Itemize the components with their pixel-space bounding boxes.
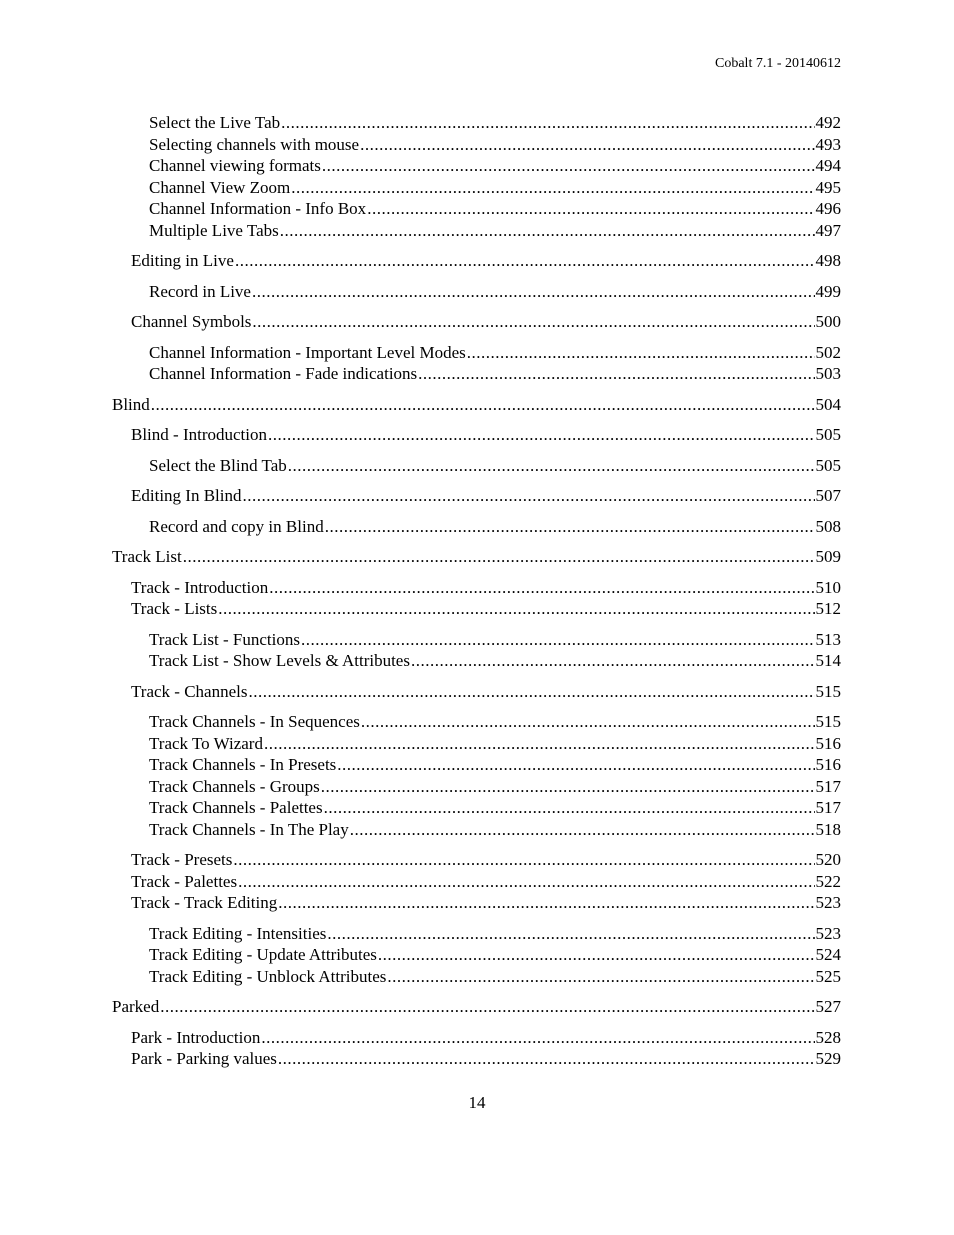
dot-leader <box>218 598 814 620</box>
toc-entry[interactable] <box>112 966 841 988</box>
toc-entry-title: Blind <box>112 394 150 414</box>
toc-entry[interactable] <box>112 1027 841 1049</box>
dot-leader <box>467 342 815 364</box>
toc-entry[interactable] <box>112 892 841 914</box>
toc-entry-page: 515 <box>815 712 841 731</box>
dot-leader <box>264 733 815 755</box>
toc-entry-page: 497 <box>815 220 841 240</box>
dot-leader <box>238 871 814 893</box>
toc-entry[interactable] <box>112 342 841 364</box>
toc-entry-title: Track Channels - Palettes <box>149 798 323 817</box>
toc-entry-page: 495 <box>815 177 841 197</box>
toc-entry[interactable] <box>112 733 841 755</box>
dot-leader <box>281 112 814 134</box>
toc-entry[interactable] <box>112 394 841 416</box>
toc-entry-title: Parked <box>112 997 160 1016</box>
toc-entry[interactable] <box>112 577 841 599</box>
toc-entry[interactable] <box>112 1048 841 1070</box>
toc-entry-title: Track Channels - Groups <box>149 776 320 796</box>
toc-entry[interactable] <box>112 944 841 966</box>
toc-entry-page: 528 <box>815 1027 841 1047</box>
toc-entry[interactable] <box>112 311 841 333</box>
dot-leader <box>269 577 814 599</box>
toc-entry-page: 523 <box>815 893 841 912</box>
dot-leader <box>160 996 814 1018</box>
toc-entry-page: 516 <box>815 755 841 774</box>
toc-entry[interactable] <box>112 598 841 620</box>
dot-leader <box>367 198 814 220</box>
running-header: Cobalt 7.1 - 20140612 <box>715 56 841 71</box>
toc-entry[interactable] <box>112 996 841 1018</box>
toc-entry-page: 525 <box>815 966 841 986</box>
toc-entry-title: Track Editing - Update Attributes <box>149 945 377 964</box>
dot-leader <box>360 134 814 156</box>
toc-entry[interactable] <box>112 198 841 220</box>
toc-entry-title: Selecting channels with mouse <box>149 134 360 154</box>
toc-entry-page: 512 <box>815 599 841 618</box>
toc-entry-title: Track - Lists <box>131 599 218 618</box>
dot-leader <box>337 754 814 776</box>
dot-leader <box>291 177 814 199</box>
toc-entry[interactable] <box>112 849 841 871</box>
toc-entry-title: Channel Information - Fade indications <box>149 364 418 383</box>
toc-entry[interactable] <box>112 177 841 199</box>
dot-leader <box>280 220 815 242</box>
toc-entry[interactable] <box>112 711 841 733</box>
toc-entry-page: 518 <box>815 819 841 839</box>
page-number: 14 <box>468 1093 486 1112</box>
toc-entry-page: 500 <box>815 312 841 331</box>
toc-entry-title: Editing in Live <box>131 251 234 270</box>
toc-entry-title: Track - Introduction <box>131 577 269 597</box>
toc-entry-title: Record and copy in Blind <box>149 516 324 536</box>
toc-entry-page: 505 <box>815 455 841 475</box>
dot-leader <box>278 1048 815 1070</box>
dot-leader <box>261 1027 814 1049</box>
dot-leader <box>288 455 815 477</box>
dot-leader <box>418 363 814 385</box>
toc-entry[interactable] <box>112 819 841 841</box>
toc-entry-page: 507 <box>815 486 841 505</box>
toc-entry[interactable] <box>112 516 841 538</box>
toc-entry-title: Track List - Functions <box>149 629 300 649</box>
toc-entry[interactable] <box>112 281 841 303</box>
toc-entry[interactable] <box>112 455 841 477</box>
dot-leader <box>411 650 815 672</box>
toc-entry[interactable] <box>112 871 841 893</box>
dot-leader <box>248 681 814 703</box>
dot-leader <box>278 892 814 914</box>
dot-leader <box>252 281 815 303</box>
toc-entry-title: Record in Live <box>149 281 251 301</box>
toc-entry-page: 493 <box>815 134 841 154</box>
toc-entry-page: 517 <box>815 776 841 796</box>
dot-leader <box>361 711 815 733</box>
toc-entry-title: Park - Parking values <box>131 1049 277 1068</box>
toc-entry-title: Track - Track Editing <box>131 893 278 912</box>
toc-entry-title: Blind - Introduction <box>131 425 267 444</box>
toc-entry-title: Editing In Blind <box>131 486 242 505</box>
toc-entry-page: 520 <box>815 850 841 869</box>
dot-leader <box>183 546 815 568</box>
toc-entry-title: Track - Palettes <box>131 871 238 891</box>
toc-entry-page: 529 <box>815 1049 841 1068</box>
toc-entry-page: 494 <box>815 156 841 175</box>
dot-leader <box>378 944 815 966</box>
toc-entry[interactable] <box>112 112 841 134</box>
dot-leader <box>325 516 815 538</box>
toc-entry-page: 496 <box>815 199 841 218</box>
toc-entry[interactable] <box>112 424 841 446</box>
toc-entry-page: 527 <box>815 997 841 1016</box>
toc-entry[interactable] <box>112 681 841 703</box>
dot-leader <box>233 849 814 871</box>
toc-entry[interactable] <box>112 776 841 798</box>
dot-leader <box>235 250 815 272</box>
dot-leader <box>322 155 815 177</box>
toc-entry-title: Track Channels - In Sequences <box>149 712 360 731</box>
dot-leader <box>327 923 814 945</box>
toc-entry-title: Track Channels - In The Play <box>149 819 349 839</box>
toc-entry-title: Track Editing - Intensities <box>149 923 327 943</box>
toc-entry-page: 503 <box>815 364 841 383</box>
toc-entry-title: Channel Information - Info Box <box>149 199 367 218</box>
dot-leader <box>243 485 815 507</box>
toc-entry[interactable] <box>112 650 841 672</box>
toc-entry-title: Park - Introduction <box>131 1027 261 1047</box>
toc-entry-page: 492 <box>815 113 841 132</box>
toc-entry-title: Channel Information - Important Level Modes <box>149 342 466 362</box>
toc-entry-title: Channel Symbols <box>131 312 252 331</box>
toc-entry[interactable] <box>112 485 841 507</box>
toc-entry[interactable] <box>112 923 841 945</box>
dot-leader <box>252 311 814 333</box>
toc-entry-title: Track List <box>112 547 182 566</box>
toc-entry-page: 504 <box>815 394 841 414</box>
toc-entry-page: 514 <box>815 651 841 670</box>
toc-entry-title: Select the Live Tab <box>149 113 281 132</box>
toc-entry-page: 502 <box>815 342 841 362</box>
dot-leader <box>151 394 815 416</box>
toc-entry[interactable] <box>112 155 841 177</box>
dot-leader <box>268 424 815 446</box>
dot-leader <box>301 629 815 651</box>
dot-leader <box>387 966 814 988</box>
dot-leader <box>324 797 815 819</box>
toc-entry[interactable] <box>112 629 841 651</box>
toc-entry-title: Select the Blind Tab <box>149 455 287 475</box>
toc-entry-title: Channel viewing formats <box>149 156 321 175</box>
toc-entry[interactable] <box>112 546 841 568</box>
toc-entry-page: 513 <box>815 629 841 649</box>
toc-entry-page: 522 <box>815 871 841 891</box>
toc-entry-title: Track - Channels <box>131 681 248 701</box>
toc-entry-title: Track - Presets <box>131 850 233 869</box>
toc-entry-title: Track To Wizard <box>149 733 263 753</box>
toc-entry-title: Track List - Show Levels & Attributes <box>149 651 410 670</box>
toc-entry[interactable] <box>112 250 841 272</box>
toc-entry-page: 505 <box>815 425 841 444</box>
toc-entry[interactable] <box>112 134 841 156</box>
table-of-contents <box>112 112 841 1070</box>
toc-entry[interactable] <box>112 754 841 776</box>
toc-entry-title: Track Channels - In Presets <box>149 755 337 774</box>
toc-entry-page: 509 <box>815 547 841 566</box>
toc-entry-page: 524 <box>815 945 841 964</box>
toc-entry-page: 508 <box>815 516 841 536</box>
toc-entry-page: 515 <box>815 681 841 701</box>
toc-entry-title: Channel View Zoom <box>149 177 291 197</box>
dot-leader <box>321 776 815 798</box>
toc-entry[interactable] <box>112 797 841 819</box>
toc-entry-page: 498 <box>815 251 841 270</box>
toc-entry-page: 517 <box>815 798 841 817</box>
toc-entry-page: 510 <box>815 577 841 597</box>
toc-entry[interactable] <box>112 363 841 385</box>
toc-entry-title: Multiple Live Tabs <box>149 220 279 240</box>
toc-entry-title: Track Editing - Unblock Attributes <box>149 966 387 986</box>
toc-entry-page: 499 <box>815 281 841 301</box>
toc-entry[interactable] <box>112 220 841 242</box>
dot-leader <box>350 819 815 841</box>
toc-entry-page: 516 <box>815 733 841 753</box>
toc-entry-page: 523 <box>815 923 841 943</box>
